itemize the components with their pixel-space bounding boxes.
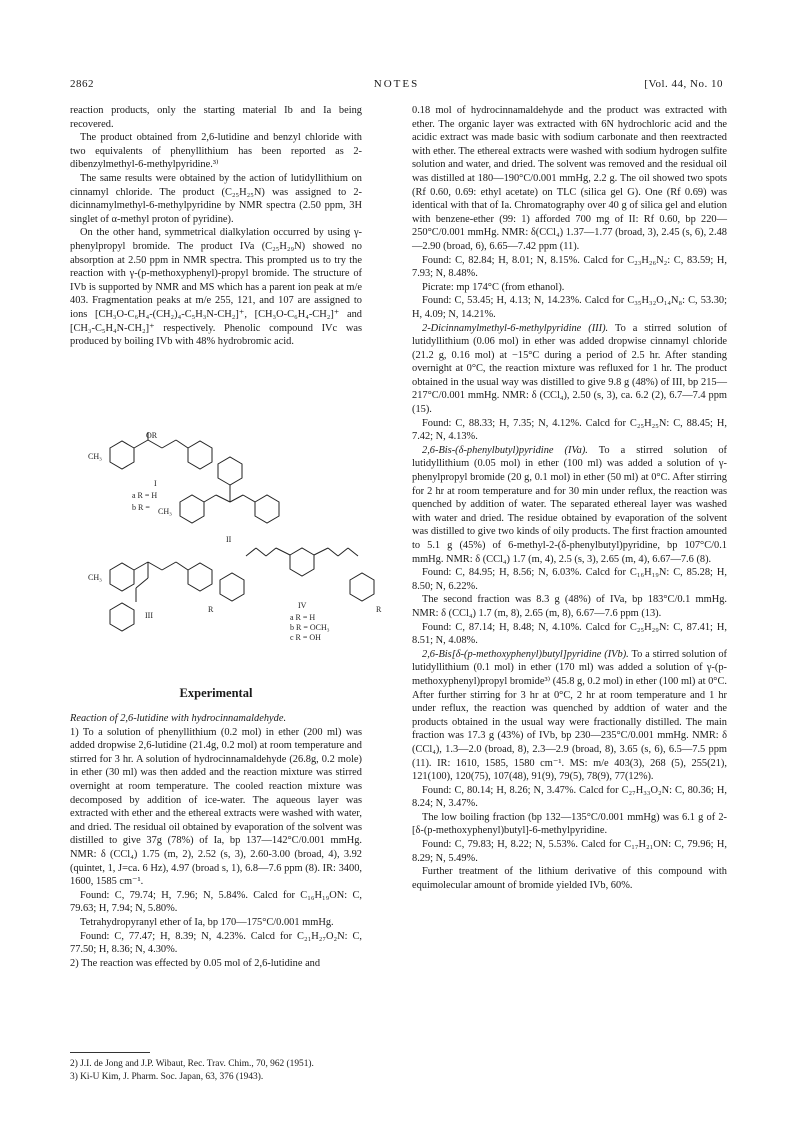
paragraph-text: To a stirred solution of lutidyllithium (0.05 mol) in ether (100 ml) was added a solution of γ-phenylpropyl bromide (20 g, 0.1 mol) in ether (50 ml) at 0°C. After stirring for 2 hr at room temperature and for 30 min under reflux, the reaction was quenched by addition of water. The separated ethereal layer was washed with water and dried. The residue obtained by evaporation of the solvent was distilled to give two kinds of oily products. The first fraction amounted to 5.1 g (45%) of 6-methyl-2-(δ-phenylbutyl)pyridine, bp 107°C/0.1 mmHg. NMR: δ (CCl₄) 1.7 (m, 4), 2.5 (s, 3), 2.65 (m, 4), 6.67—7.6 (8). bbox=[412, 444, 727, 565]
volume-label: [Vol. 44, No. 10 bbox=[644, 78, 723, 90]
compound-label-IV: IV bbox=[298, 601, 307, 610]
analysis: Found: C, 77.47; H, 8.39; N, 4.23%. Calcd for C₂₁H₂₇O₂N: C, 77.50; H, 8.36; N, 4.30%. bbox=[70, 930, 362, 956]
right-column bbox=[412, 104, 727, 892]
analysis: Found: C, 84.95; H, 8.56; N, 6.03%. Calcd for C₁₆H₁₉N: C, 85.28; H, 8.50; N, 6.22%. bbox=[412, 567, 727, 592]
footnotes bbox=[70, 1058, 362, 1083]
footnote-rule bbox=[70, 1052, 150, 1053]
compound-label-III: III bbox=[145, 611, 153, 620]
subsection-title: 2,6-Bis-(δ-phenylbutyl)pyridine (IVa). bbox=[422, 444, 588, 456]
experimental-heading: Experimental bbox=[179, 686, 253, 700]
or-label: OR bbox=[146, 431, 158, 440]
analysis: Found: C, 82.84; H, 8.01; N, 8.15%. Calcd for C₂₃H₂₆N₂: C, 83.59; H, 7.93; N, 8.48%. bbox=[412, 254, 727, 280]
methyl-label: CH₃ bbox=[88, 573, 102, 582]
page-header bbox=[70, 78, 723, 94]
footnote: 3) Ki-U Kim, J. Pharm. Soc. Japan, 63, 376 (1943). bbox=[70, 1071, 264, 1082]
analysis: Found: C, 88.33; H, 7.35; N, 4.12%. Calcd for C₂₅H₂₅N: C, 88.45; H, 7.42; N, 4.13%. bbox=[412, 417, 727, 443]
paragraph: The low boiling fraction (bp 132—135°C/0.001 mmHg) was 6.1 g of 2-[δ-(p-methoxyphenyl)butyl]-6-methylpyridine. bbox=[412, 811, 727, 837]
r-label: R bbox=[376, 605, 382, 614]
paragraph: reaction products, only the starting material Ib and Ia being recovered. bbox=[70, 105, 362, 130]
section-title: NOTES bbox=[373, 78, 420, 90]
compound-IV-a: a R = H bbox=[290, 613, 316, 622]
paragraph: Picrate: mp 174°C (from ethanol). bbox=[422, 281, 565, 293]
analysis: Found: C, 53.45; H, 4.13; N, 14.23%. Calcd for C₃₅H₃₂O₁₄N₈: C, 53.30; H, 4.09; N, 14.21%. bbox=[412, 295, 727, 320]
page-number: 2862 bbox=[70, 78, 94, 90]
paragraph bbox=[412, 444, 727, 566]
chemical-structures bbox=[70, 430, 385, 640]
compound-IV-c: c R = OH bbox=[290, 633, 321, 640]
analysis: Found: C, 80.14; H, 8.26; N, 3.47%. Calcd for C₂₇H₃₃O₂N: C, 80.36; H, 8.24; N, 3.47%. bbox=[412, 784, 727, 810]
paragraph: Tetrahydropyranyl ether of Ia, bp 170—175°C/0.001 mmHg. bbox=[80, 916, 334, 928]
paragraph: 2) The reaction was effected by 0.05 mol of 2,6-lutidine and bbox=[70, 957, 321, 969]
compound-I-a: a R = H bbox=[132, 491, 158, 500]
paragraph: The same results were obtained by the action of lutidyllithium on cinnamyl chloride. The product (C₂₅H₂₅N) was assigned to 2-dicinnamylmethyl-6-methylpyridine by NMR spectra (2.50 ppm, 3H singlet of α-methyl proton of pyridine). bbox=[70, 172, 362, 225]
paragraph: The product obtained from 2,6-lutidine and benzyl chloride with two equivalents of phenyllithium has been reported as 2-dibenzylmethyl-6-methylpyridine.³⁾ bbox=[70, 132, 362, 171]
subsection-title: 2-Dicinnamylmethyl-6-methylpyridine (III). bbox=[422, 322, 609, 334]
methyl-label: CH₃ bbox=[88, 452, 102, 461]
paragraph bbox=[412, 322, 727, 417]
analysis: Found: C, 79.83; H, 8.22; N, 5.53%. Calcd for C₁₇H₂₁ON: C, 79.96; H, 8.29; N, 5.49%. bbox=[412, 839, 727, 864]
subsection-title: 2,6-Bis[δ-(p-methoxyphenyl)butyl]pyridine (IVb). bbox=[422, 648, 629, 660]
compound-label-I: I bbox=[154, 479, 157, 488]
analysis: Found: C, 79.74; H, 7.96; N, 5.84%. Calcd for C₁₆H₁₉ON: C, 79.63; H, 7.94; N, 5.80%. bbox=[70, 889, 362, 915]
paragraph-text: To a stirred solution of lutidyllithium (0.1 mol) in ether (170 ml) was added a solution of γ-(p-methoxyphenyl)propyl bromide³⁾ (45.8 g, 0.2 mol) in ether (100 ml) at 0°C. After further stirring for 3 hr at 0°C, 2 hr at room temperature and 1 hr under reflux, the reaction was quenched by addtion of water and the products obtained in the usual way were fractionally distilled. The main fraction was 17.3 g (43%) of IVb, bp 230—235°C/0.001 mmHg. NMR: δ (CCl₄), 1.3—2.0 (broad, 8), 2.3—2.9 (broad, 8), 3.65 (s, 6), 6.5—7.5 ppm (11). IR: 1610, 1585, 1580 cm⁻¹. MS: m/e 403(3), 268 (5), 255(21), 121(100), 120(75), 107(48), 91(9), 79(5), 78(9), 77(12%). bbox=[412, 648, 727, 783]
paragraph bbox=[412, 648, 727, 784]
r-label: R bbox=[208, 605, 214, 614]
paragraph: Further treatment of the lithium derivative of this compound with equimolecular amount of bromide yielded IVb, 60%. bbox=[412, 866, 727, 891]
paragraph: The second fraction was 8.3 g (48%) of IVa, bp 183°C/0.1 mmHg. NMR: δ (CCl₄) 1.7 (m, 8), 2.65 (m, 8), 6.67—7.6 ppm (13). bbox=[412, 594, 727, 619]
methyl-label: CH₃ bbox=[158, 507, 172, 516]
structure-figure bbox=[70, 430, 385, 640]
paragraph-text: To a stirred solution of lutidyllithium (0.06 mol) in ether was added dropwise cinnamyl chloride (21.2 g, 0.16 mol) at −15°C during a period of 2.5 hr. After standing overnight at 0°C, the reaction mixture was refluxed for 1 hr. The product obtained in the usual way was distilled to give 9.8 g (48%) of III, bp 215—217°C/0.001 mmHg. NMR: δ (CCl₄), 2.50 (s, 3), ca. 6.2 (2), 6.7—7.4 ppm (15). bbox=[412, 322, 727, 416]
left-column bbox=[70, 104, 362, 349]
paragraph: On the other hand, symmetrical dialkylation occurred by using γ-phenylpropyl bromide. The product IVa (C₂₅H₂₉N) showed no absorption at 2.50 ppm in NMR spectra. This prompted us to try the reaction with γ-(p-methoxyphenyl)-propyl bromide. The structure of IVb is supported by NMR and MS which has a parent ion peak at m/e 403. Fragmentation peaks at m/e 255, 121, and 107 are assigned to ions [CH₃O-C₆H₄-(CH₂)₄-C₅H₃N-CH₂]⁺, [CH₃O-C₆H₄-CH₂]⁺ and [CH₃-C₅H₄N-CH₂]⁺ respectively. Phenolic compound IVc was produced by boiling IVb with 48% hydrobromic acid. bbox=[70, 227, 362, 348]
compound-IV-b: b R = OCH₃ bbox=[290, 623, 330, 632]
subsection-title: Reaction of 2,6-lutidine with hydrocinnamaldehyde. bbox=[70, 713, 287, 724]
compound-label-II: II bbox=[226, 535, 232, 544]
paragraph: 0.18 mol of hydrocinnamaldehyde and the product was extracted with ether. The organic layer was extracted with 6N hydrochloric acid and the acidic extract was made basic with sodium carbonate and then reextracted with ether. The ethereal extracts were washed with sodium hydrogen sulfite solution and water, and dried. The solvent was removed and the residual oil was distilled at 180—190°C/0.001 mmHg, 2.2 g. The oil showed two spots (Rf 0.60, 0.69: ethyl acetate) on TLC (silica gel G). One (Rf 0.69) was identical with that of Ia. Chromatography over 40 g of silica gel and elution with benzene-ether (99: 1) afforded 700 mg of II: Rf 0.60, bp 220—250°C/0.001 mmHg. NMR: δ(CCl₄) 1.37—1.77 (broad, 3), 2.45 (s, 6), 2.48—2.90 (broad, 6), 6.65—7.42 ppm (11). bbox=[412, 105, 727, 252]
footnote: 2) J.I. de Jong and J.P. Wibaut, Rec. Trav. Chim., 70, 962 (1951). bbox=[70, 1059, 314, 1069]
compound-I-b: b R = bbox=[132, 503, 150, 512]
analysis: Found: C, 87.14; H, 8.48; N, 4.10%. Calcd for C₂₅H₂₉N: C, 87.41; H, 8.51; N, 4.08%. bbox=[412, 621, 727, 647]
paragraph: 1) To a solution of phenyllithium (0.2 mol) in ether (200 ml) was added dropwise 2,6-lutidine (21.4g, 0.2 mol) at room temperature and stirred for 3 hr. A solution of hydrocinnamaldehyde (26.8g, 0.2 mole) in ether (30 ml) was then added and the reaction mixture was stirred overnight at room temperature. The cooled reaction mixture was decomposed by addition of ice-water. The aqueous layer was extracted with ether and the ethereal extracts were washed with water, and dried. The residual oil obtained by evaporation of the solvent was distilled to give 37g (78%) of Ia, bp 137—142°C/0.001 mmHg. NMR: δ (CCl₄) 1.75 (m, 2), 2.52 (s, 3), 2.60-3.00 (broad, 4), 3.92 (quintet, 1, J=ca. 6 Hz), 4.97 (broad s, 1), 6.8—7.6 ppm (8). IR: 3400, 1600, 1585 cm⁻¹. bbox=[70, 726, 362, 888]
experimental-left bbox=[70, 712, 362, 970]
